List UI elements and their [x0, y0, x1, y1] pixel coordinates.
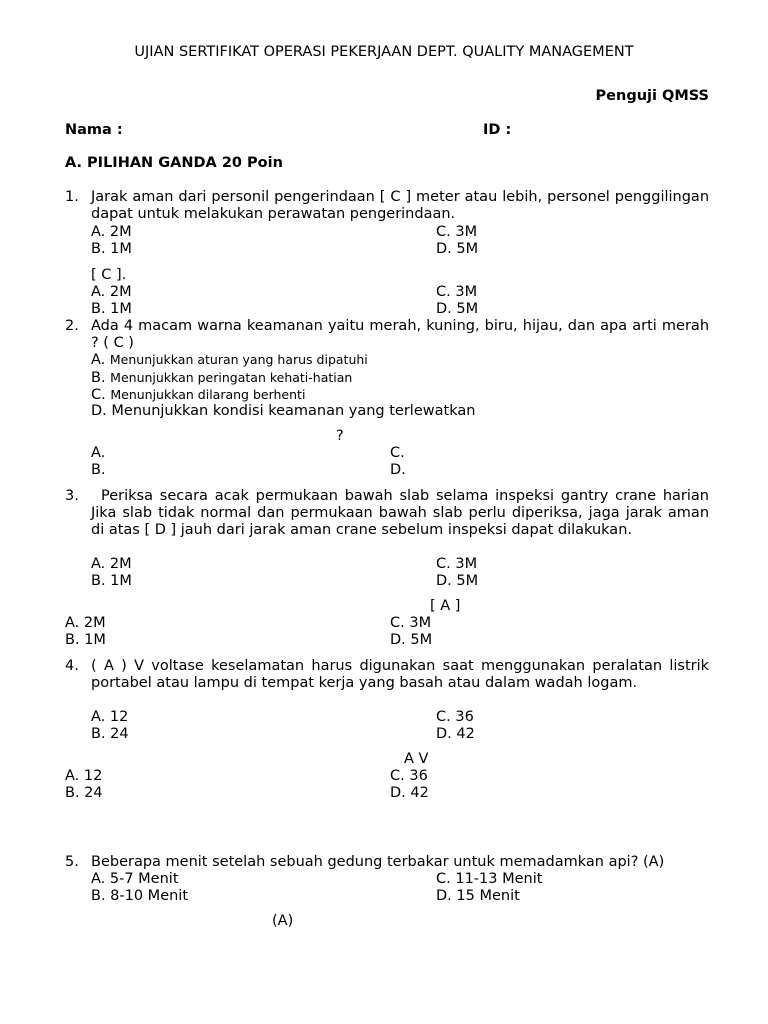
q1-cn-option-b: B. 1M: [91, 301, 132, 317]
q5-number: 5.: [65, 854, 79, 870]
q2-option-d-text: Menunjukkan kondisi keamanan yang terlewatkan: [111, 403, 476, 419]
q2-option-c-text: Menunjukkan dilarang berhenti: [110, 387, 306, 402]
q5-option-d: D. 15 Menit: [436, 888, 520, 904]
q5-cn-line: (A): [272, 913, 294, 929]
q4-cn-option-b: B. 24: [65, 785, 103, 801]
q4-line1: ( A ) V voltase keselamatan harus digunakan saat menggunakan peralatan: [91, 658, 663, 674]
q3-line4: dilakukan.: [557, 522, 632, 538]
q4-line2: listrik portabel atau lampu di tempat kerja yang basah atau dalam wadah: [91, 658, 710, 691]
q4-cn-option-d: D. 42: [390, 785, 429, 801]
q4-number: 4.: [65, 658, 79, 674]
q3-number: 3.: [65, 488, 79, 504]
q1-cn-option-d: D. 5M: [436, 301, 479, 317]
q2-cn-option-d: D.: [390, 462, 406, 478]
q2-text: [91, 318, 709, 352]
id-colon: :: [505, 122, 512, 138]
q2-cn-line: ?: [336, 428, 344, 444]
q2-cn-option-a: A.: [91, 445, 106, 461]
q1-option-a: A. 2M: [91, 224, 132, 240]
q3-option-a: A. 2M: [91, 556, 132, 572]
q4-text: [91, 658, 709, 692]
q1-option-d: D. 5M: [436, 241, 479, 257]
name-label: Nama: [65, 122, 112, 138]
q3-cn-option-a: A. 2M: [65, 615, 106, 631]
q2-option-a-letter: A.: [91, 352, 106, 368]
q3-cn-option-b: B. 1M: [65, 632, 106, 648]
q2-option-a: [91, 351, 368, 369]
q2-option-d: [91, 403, 475, 420]
q3-option-c: C. 3M: [436, 556, 478, 572]
section-a-points: 20 Poin: [221, 155, 283, 171]
q1-option-b: B. 1M: [91, 241, 132, 257]
q1-cn-suffix: .: [121, 267, 127, 283]
section-a-title: [65, 155, 283, 172]
q5-line1: Beberapa menit setelah sebuah gedung terbakar untuk memadamkan api? (A): [91, 854, 665, 870]
q1-cn-option-a: A. 2M: [91, 284, 132, 300]
q1-cn-bracket: [ C ]: [91, 267, 122, 283]
q3-line3: jarak aman di atas [ D ] jauh dari jarak aman crane sebelum inspeksi dapat: [91, 505, 710, 538]
q2-line2: merah ? ( C ): [91, 318, 710, 351]
q1-line2: penggilingan dapat untuk melakukan perawatan pengerindaan.: [91, 189, 710, 222]
q2-number: 2.: [65, 318, 79, 334]
q2-option-b: [91, 369, 352, 387]
q3-cn-line: [ A ]: [430, 598, 461, 614]
q1-line1: Jarak aman dari personil pengerindaan [ C ] meter atau lebih, personel: [91, 189, 610, 205]
name-field: [65, 122, 123, 139]
exam-title: UJIAN SERTIFIKAT OPERASI PEKERJAAN DEPT. QUALITY MANAGEMENT: [134, 44, 634, 60]
section-a-label: A. PILIHAN GANDA: [65, 155, 217, 171]
q3-option-b: B. 1M: [91, 573, 132, 589]
q3-option-d: D. 5M: [436, 573, 479, 589]
q5-option-a: A. 5-7 Menit: [91, 871, 179, 887]
q3-cn-option-d: D. 5M: [390, 632, 433, 648]
q3-cn-option-c: C. 3M: [390, 615, 432, 631]
q4-cn-option-c: C. 36: [390, 768, 428, 784]
q2-option-c-letter: C.: [91, 387, 106, 403]
q2-option-d-letter: D.: [91, 403, 107, 419]
examiner-label: Penguji QMSS: [595, 88, 709, 104]
q5-option-b: B. 8-10 Menit: [91, 888, 189, 904]
q2-option-c: [91, 386, 305, 404]
q5-option-c: C. 11-13 Menit: [436, 871, 543, 887]
id-label: ID: [483, 122, 501, 138]
q3-text: [91, 488, 709, 539]
name-colon: :: [116, 122, 123, 138]
q4-option-c: C. 36: [436, 709, 474, 725]
q4-line3: logam.: [587, 675, 638, 691]
q1-number: 1.: [65, 189, 79, 205]
q3-line2: harian Jika slab tidak normal dan permukaan bawah slab perlu diperiksa, jaga: [91, 488, 709, 521]
q2-cn-option-b: B.: [91, 462, 106, 478]
q4-option-b: B. 24: [91, 726, 129, 742]
q1-cn-line: [91, 267, 126, 284]
q3-line1: Periksa secara acak permukaan bawah slab selama inspeksi gantry crane: [101, 488, 657, 504]
q4-cn-option-a: A. 12: [65, 768, 103, 784]
q1-text: [91, 189, 709, 223]
q2-option-a-text: Menunjukkan aturan yang harus dipatuhi: [109, 352, 368, 367]
q2-cn-option-c: C.: [390, 445, 405, 461]
q1-cn-option-c: C. 3M: [436, 284, 478, 300]
q4-option-d: D. 42: [436, 726, 475, 742]
q2-option-b-text: Menunjukkan peringatan kehati-hatian: [110, 370, 353, 385]
q4-cn-line: A V: [404, 751, 429, 767]
q4-option-a: A. 12: [91, 709, 129, 725]
id-field: [483, 122, 511, 139]
q2-option-b-letter: B.: [91, 370, 106, 386]
q1-option-c: C. 3M: [436, 224, 478, 240]
q2-line1: Ada 4 macam warna keamanan yaitu merah, kuning, biru, hijau, dan apa arti: [91, 318, 657, 334]
